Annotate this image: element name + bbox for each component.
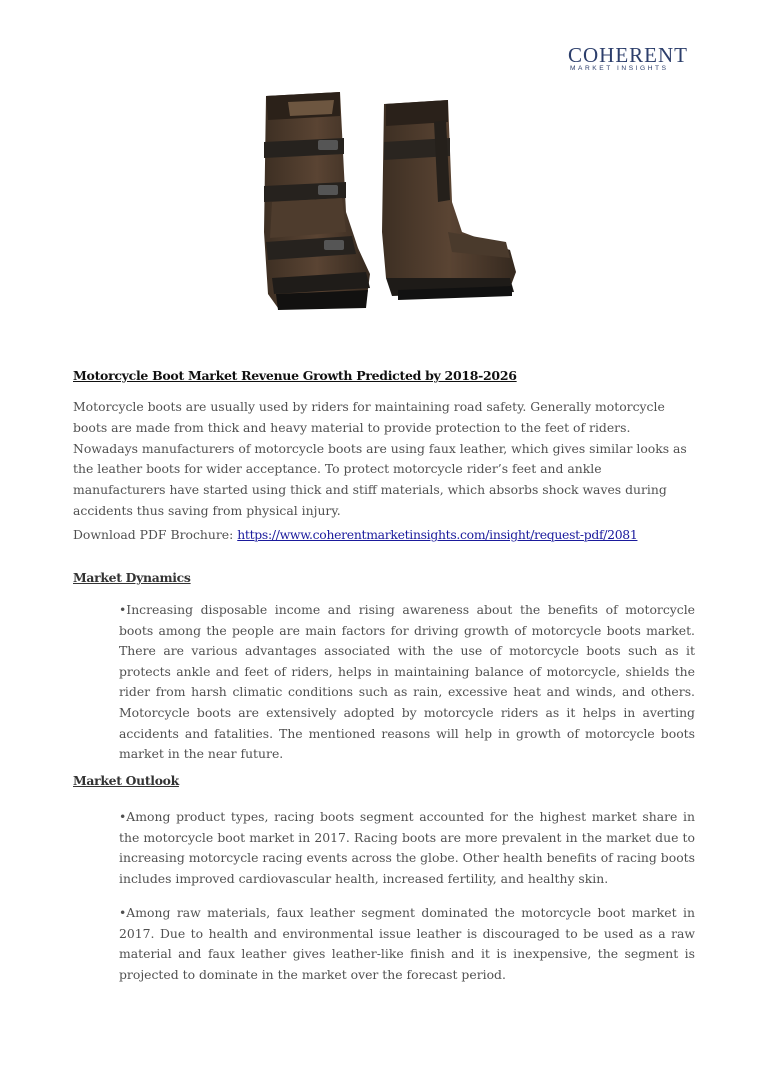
left-boot: [264, 92, 370, 310]
market-dynamics-heading: Market Dynamics: [73, 570, 191, 585]
market-outlook-bullet-2: •Among raw materials, faux leather segment dominated the motorcycle boot market in 2017. Due to health and environmental issue leather is discouraged to be used as a raw material and faux leather gives leather-like finish and it is inexpensive, the segment is projected to dominate in the market over the forecast period.: [119, 905, 695, 982]
market-outlook-heading: Market Outlook: [73, 773, 179, 788]
motorcycle-boots-image: [248, 82, 528, 322]
logo-wordmark: COHERENT: [568, 43, 688, 67]
market-outlook-bullet-1: •Among product types, racing boots segment accounted for the highest market share in the motorcycle boot market in 2017. Racing boots are more prevalent in the market due to increasing motorcycle racing events across the globe. Other health benefits of racing boots includes improved cardiovascular health, increased fertility, and healthy skin.: [119, 809, 695, 886]
document-title: Motorcycle Boot Market Revenue Growth Predicted by 2018-2026: [73, 368, 517, 383]
download-label: Download PDF Brochure:: [73, 527, 238, 542]
download-line: [73, 527, 637, 542]
intro-paragraph: Motorcycle boots are usually used by riders for maintaining road safety. Generally motorcycle boots are made from thick and heavy material to provide protection to the feet of riders. Nowadays manufacturers of motorcycle boots are using faux leather, which gives similar looks as the leather boots for wider acceptance. To protect motorcycle rider’s feet and ankle manufacturers have started using thick and stiff materials, which absorbs shock waves during accidents thus saving from physical injury.: [73, 399, 687, 518]
company-logo: [568, 43, 688, 74]
logo-tagline: MARKET INSIGHTS: [570, 65, 669, 72]
right-boot: [382, 100, 516, 300]
brochure-link[interactable]: https://www.coherentmarketinsights.com/insight/request-pdf/2081: [237, 527, 638, 542]
market-dynamics-bullet: •Increasing disposable income and rising awareness about the benefits of motorcycle boots among the people are main factors for driving growth of motorcycle boots market. There are various advantages associated with the use of motorcycle boots such as it protects ankle and feet of riders, helps in maintaining balance of motorcycle, shields the rider from harsh climatic conditions such as rain, excessive heat and winds, and others. Motorcycle boots are extensively adopted by motorcycle riders as it helps in averting accidents and fatalities. The mentioned reasons will help in growth of motorcycle boots market in the near future.: [119, 602, 695, 762]
